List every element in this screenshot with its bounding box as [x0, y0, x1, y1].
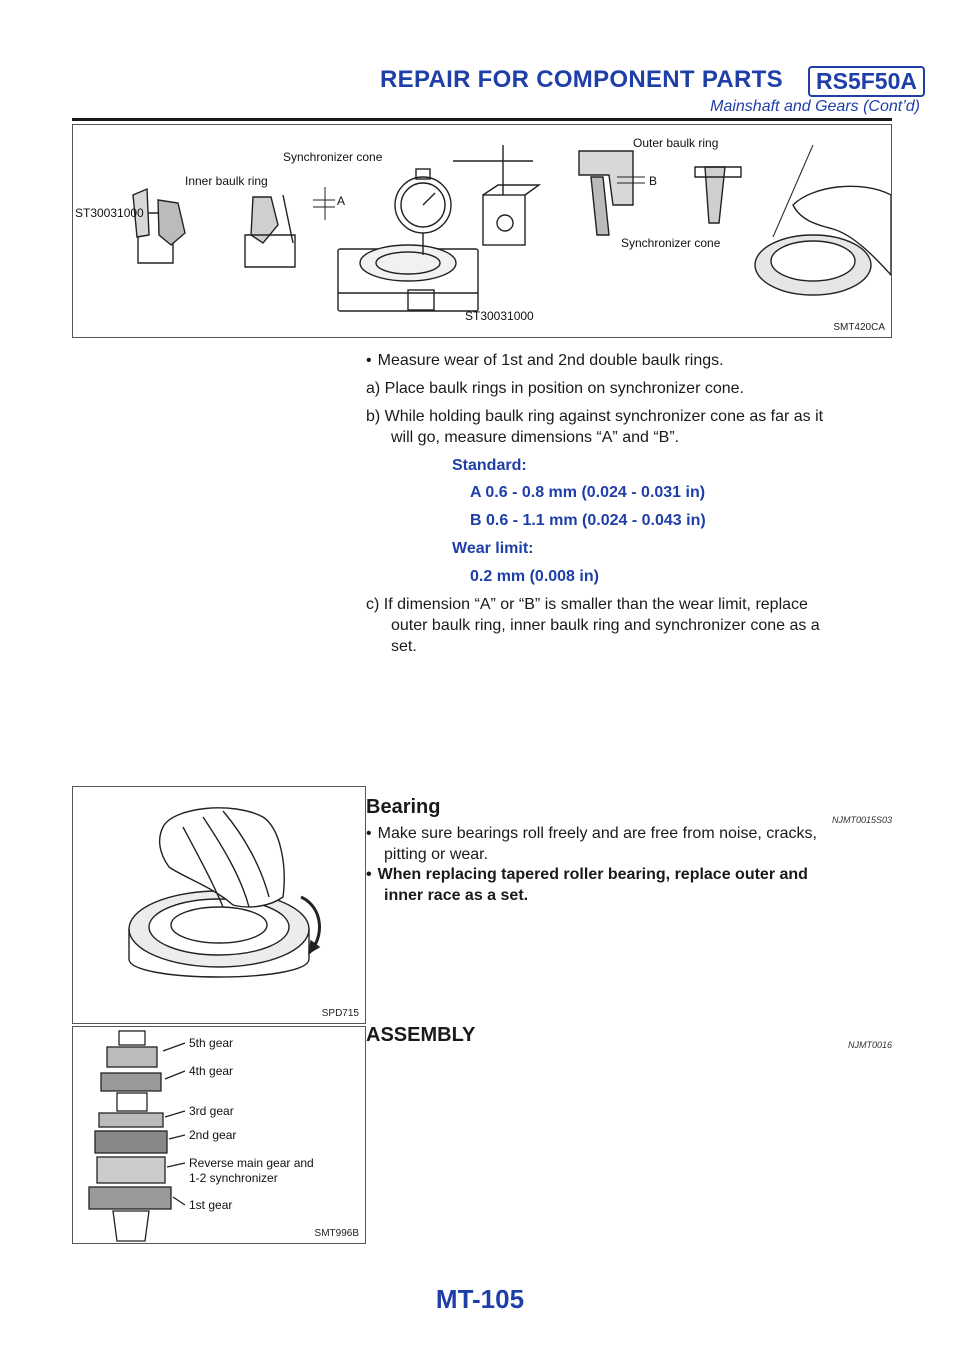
label-outer-baulk-ring: Outer baulk ring: [633, 136, 719, 150]
label-tool-bottom: ST30031000: [465, 309, 534, 323]
bearing-bullet-1-line1: Make sure bearings roll freely and are free from noise, cracks,: [377, 825, 817, 842]
gear-1st: [89, 1187, 171, 1209]
gear-label-reverse-line2: 1-2 synchronizer: [189, 1171, 278, 1185]
label-dim-b: B: [649, 174, 658, 188]
magnet-stand: [483, 195, 525, 245]
baulk-ring-on-base: [360, 245, 456, 281]
right-cone-piece: [705, 167, 725, 223]
bullet-glyph: •: [366, 866, 372, 883]
section-subtitle: Mainshaft and Gears (Cont’d): [710, 98, 920, 115]
wear-limit-label: Wear limit:: [452, 540, 534, 557]
gear-label-2nd: 2nd gear: [189, 1128, 237, 1142]
header-rule: [72, 118, 892, 121]
bullet-glyph: •: [366, 352, 372, 369]
gear-stack-illustration: [73, 1027, 365, 1243]
wear-limit-value: 0.2 mm (0.008 in): [470, 568, 599, 585]
assembly-ref: NJMT0016: [847, 1040, 892, 1050]
gear-label-4th: 4th gear: [189, 1064, 234, 1078]
gear-stack-figure: [72, 1026, 366, 1244]
standard-a-value: A 0.6 - 0.8 mm (0.024 - 0.031 in): [470, 484, 706, 501]
measure-step-b-line2: will go, measure dimensions “A” and “B”.: [391, 429, 680, 446]
page-number: MT-105: [435, 1284, 525, 1314]
measure-step-c-line1: c) If dimension “A” or “B” is smaller than the wear limit, replace: [366, 596, 808, 613]
model-badge: RS5F50A: [808, 66, 925, 97]
bearing-bullet-1: [366, 823, 817, 844]
baulk-ring-figure: [72, 124, 892, 338]
gear-label-3rd: 3rd gear: [189, 1104, 234, 1118]
label-dim-a: A: [337, 194, 346, 208]
mid-tool-block: [245, 235, 295, 267]
measure-step-b-line1: b) While holding baulk ring against synchronizer cone as far as it: [366, 408, 824, 425]
assembly-heading: ASSEMBLY: [366, 1024, 476, 1046]
gear-label-reverse-line1: Reverse main gear and: [189, 1156, 314, 1170]
gear-5th: [107, 1047, 157, 1067]
bearing-heading: Bearing: [366, 796, 441, 818]
gear-label-1st: 1st gear: [189, 1198, 233, 1212]
gear-reverse-synchro: [97, 1157, 165, 1183]
measure-step-c-line3: set.: [391, 638, 417, 655]
bearing-figure: [72, 786, 366, 1024]
figure-code-smt420ca: SMT420CA: [833, 322, 885, 333]
bearing-ref: NJMT0015S03: [831, 815, 892, 825]
hand-fingers: [160, 808, 285, 907]
gear-label-5th: 5th gear: [189, 1036, 234, 1050]
mid-ring-section: [251, 197, 278, 243]
baulk-ring-illustration: [73, 125, 891, 337]
standard-label: Standard:: [452, 457, 527, 474]
figure-code-spd715: SPD715: [321, 1008, 359, 1019]
bearing-bullet-2: [366, 864, 808, 885]
outer-ring-section: [579, 151, 633, 205]
bearing-bullet-1-line2: pitting or wear.: [384, 846, 489, 863]
bearing-illustration: [73, 787, 365, 1023]
measure-step-c-line2: outer baulk ring, inner baulk ring and synchronizer cone as a: [391, 617, 820, 634]
right-cone-section: [591, 177, 609, 235]
label-tool-left: ST30031000: [75, 206, 144, 220]
bearing-bullet-2-line2: inner race as a set.: [384, 887, 529, 904]
measure-step-a: a) Place baulk rings in position on synchronizer cone.: [366, 380, 744, 397]
measure-bullet: [366, 350, 906, 371]
cone-section: [158, 200, 185, 245]
measure-bullet-text: Measure wear of 1st and 2nd double baulk rings.: [377, 352, 724, 369]
gear-2nd: [95, 1131, 167, 1153]
bearing-bullet-2-line1: When replacing tapered roller bearing, replace outer and: [377, 866, 808, 883]
label-inner-baulk-ring: Inner baulk ring: [185, 174, 268, 188]
gear-4th: [101, 1073, 161, 1091]
standard-b-value: B 0.6 - 1.1 mm (0.024 - 0.043 in): [470, 512, 706, 529]
bullet-glyph: •: [366, 825, 372, 842]
label-synchronizer-cone: Synchronizer cone: [283, 150, 383, 164]
figure-code-smt996b: SMT996B: [314, 1228, 359, 1239]
section-title: REPAIR FOR COMPONENT PARTS: [380, 66, 783, 93]
gear-3rd: [99, 1113, 163, 1127]
label-synchronizer-cone-2: Synchronizer cone: [621, 236, 721, 250]
